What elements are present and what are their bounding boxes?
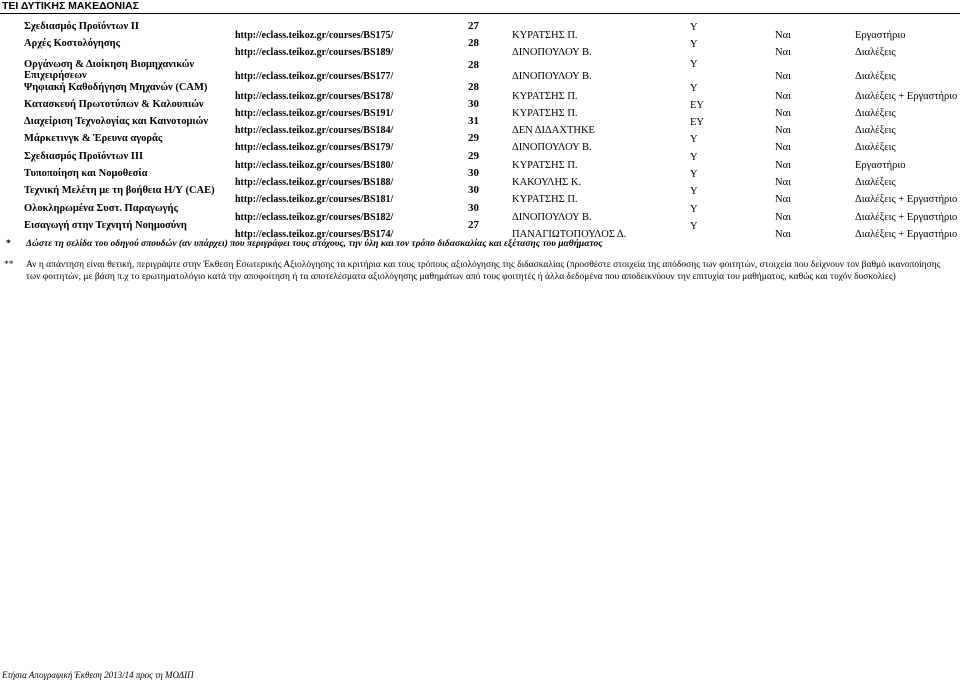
student-count: 30: [468, 184, 479, 197]
course-url[interactable]: http://eclass.teikoz.gr/courses/BS180/: [235, 159, 394, 171]
course-name: Τυποποίηση και Νομοθεσία: [24, 168, 148, 180]
instructor-name: ΔΙΝΟΠΟΥΛΟΥ Β.: [512, 70, 592, 82]
teaching-type: Διαλέξεις + Εργαστήριο: [855, 228, 958, 240]
course-url[interactable]: http://eclass.teikoz.gr/courses/BS175/: [235, 30, 394, 41]
table-row: [0, 37, 960, 59]
course-name: Διαχείριση Τεχνολογίας και Καινοτομιών: [24, 116, 209, 128]
table-row: [0, 218, 960, 240]
student-count: 28: [468, 37, 479, 50]
instructor-name: ΔΕΝ ΔΙΔΑΧΤΗΚΕ: [512, 125, 595, 137]
course-name: Εισαγωγή στην Τεχνητή Νοημοσύνη: [24, 219, 187, 231]
course-category: Υ: [690, 151, 698, 163]
teaching-type: Διαλέξεις + Εργαστήριο: [855, 194, 958, 206]
teaching-type: Εργαστήριο: [855, 159, 906, 171]
teaching-type: Διαλέξεις: [855, 107, 896, 119]
course-url[interactable]: http://eclass.teikoz.gr/courses/BS181/: [235, 194, 394, 206]
course-url[interactable]: http://eclass.teikoz.gr/courses/BS191/: [235, 107, 394, 119]
course-category: Υ: [690, 82, 698, 94]
course-url[interactable]: http://eclass.teikoz.gr/courses/BS188/: [235, 177, 394, 189]
instructor-name: ΚΥΡΑΤΣΗΣ Π.: [512, 90, 578, 102]
course-url[interactable]: http://eclass.teikoz.gr/courses/BS182/: [235, 211, 394, 223]
teaching-type: Εργαστήριο: [855, 30, 906, 41]
student-count: 27: [468, 218, 479, 231]
course-url[interactable]: http://eclass.teikoz.gr/courses/BS178/: [235, 90, 394, 102]
course-category: ΕΥ: [690, 117, 704, 129]
course-url[interactable]: http://eclass.teikoz.gr/courses/BS177/: [235, 70, 394, 82]
evaluation-answer: Ναι: [775, 194, 791, 206]
course-name: Ολοκληρωμένα Συστ. Παραγωγής: [24, 202, 178, 214]
student-count: 28: [468, 80, 479, 93]
evaluation-answer: Ναι: [775, 90, 791, 102]
course-name: Σχεδιασμός Προϊόντων ΙΙΙ: [24, 150, 144, 162]
course-name: Κατασκευή Πρωτοτύπων & Καλουπιών: [24, 98, 204, 110]
course-category: Υ: [690, 134, 698, 146]
document-header: ΤΕΙ ΔΥΤΙΚΗΣ ΜΑΚΕΔΟΝΙΑΣ: [2, 0, 139, 12]
course-name: Μάρκετινγκ & Έρευνα αγοράς: [24, 133, 163, 145]
instructor-name: ΔΙΝΟΠΟΥΛΟΥ Β.: [512, 211, 592, 223]
course-table: [0, 20, 960, 240]
course-url[interactable]: http://eclass.teikoz.gr/courses/BS184/: [235, 125, 394, 137]
student-count: 31: [468, 115, 479, 128]
footnote-1: [6, 239, 603, 249]
course-name: Αρχές Κοστολόγησης: [24, 38, 120, 50]
footnote-1-text: Δώστε τη σελίδα του οδηγού σπουδών (αν υπάρχει) που περιγράφει τους στόχους, την ύλη και τον τρόπο διδασκαλίας και εξέτασης του μαθήματος: [26, 239, 603, 249]
teaching-type: Διαλέξεις: [855, 142, 896, 154]
evaluation-answer: Ναι: [775, 70, 791, 82]
instructor-name: ΚΑΚΟΥΛΗΣ Κ.: [512, 177, 582, 189]
teaching-type: Διαλέξεις: [855, 70, 896, 82]
evaluation-answer: Ναι: [775, 211, 791, 223]
evaluation-answer: Ναι: [775, 107, 791, 119]
course-category: Υ: [690, 22, 698, 33]
course-category: Υ: [690, 169, 698, 181]
instructor-name: ΚΥΡΑΤΣΗΣ Π.: [512, 194, 578, 206]
evaluation-answer: Ναι: [775, 30, 791, 41]
evaluation-answer: Ναι: [775, 177, 791, 189]
student-count: 29: [468, 132, 479, 145]
course-url[interactable]: http://eclass.teikoz.gr/courses/BS189/: [235, 47, 394, 59]
teaching-type: Διαλέξεις: [855, 125, 896, 137]
course-url[interactable]: http://eclass.teikoz.gr/courses/BS174/: [235, 228, 394, 240]
teaching-type: Διαλέξεις: [855, 47, 896, 59]
evaluation-answer: Ναι: [775, 47, 791, 59]
footnote-2-text: Αν η απάντηση είναι θετική, περιγράψτε στην Έκθεση Εσωτερικής Αξιολόγησης τα κριτήρια και τους τρόπους αξιολόγησης της διδασκαλίας (προσθέστε στοιχεία της απόδοσης των φοιτητών, στοιχεία που δείχνουν τον βαθμό ικανοποίησης των φοιτητών, με βάση π.χ το ερωτηματολόγιο κατά την αποφοίτηση ή τα αποτελέσματα αξιολόγησης μαθημάτων από τους φοιτητές ή άλλα δεδομένα που αποδεικνύουν την επιτυχία του μαθήματος, καθώς και τυχόν δυσκολίες): [26, 260, 941, 282]
instructor-name: ΔΙΝΟΠΟΥΛΟΥ Β.: [512, 142, 592, 154]
instructor-name: ΚΥΡΑΤΣΗΣ Π.: [512, 159, 578, 171]
course-name: Ψηφιακή Καθοδήγηση Μηχανών (CAM): [24, 81, 208, 93]
evaluation-answer: Ναι: [775, 142, 791, 154]
student-count: 27: [468, 20, 479, 32]
instructor-name: ΠΑΝΑΓΙΩΤΟΠΟΥΛΟΣ Δ.: [512, 228, 627, 240]
evaluation-answer: Ναι: [775, 159, 791, 171]
footnote-2-mark: **: [4, 260, 14, 270]
instructor-name: ΔΙΝΟΠΟΥΛΟΥ Β.: [512, 47, 592, 59]
course-name: Σχεδιασμός Προϊόντων ΙΙ: [24, 21, 139, 32]
evaluation-answer: Ναι: [775, 228, 791, 240]
course-url[interactable]: http://eclass.teikoz.gr/courses/BS179/: [235, 142, 394, 154]
evaluation-answer: Ναι: [775, 125, 791, 137]
course-category: ΕΥ: [690, 99, 704, 111]
instructor-name: ΚΥΡΑΤΣΗΣ Π.: [512, 107, 578, 119]
student-count: 30: [468, 167, 479, 180]
student-count: 30: [468, 97, 479, 110]
instructor-name: ΚΥΡΑΤΣΗΣ Π.: [512, 30, 578, 41]
student-count: 28: [468, 58, 479, 71]
page-footer: Ετήσια Απογραφική Έκθεση 2013/14 προς τη ΜΟΔΙΠ: [2, 670, 194, 680]
course-category: Υ: [690, 220, 698, 232]
teaching-type: Διαλέξεις: [855, 177, 896, 189]
teaching-type: Διαλέξεις + Εργαστήριο: [855, 90, 958, 102]
header-divider: [0, 13, 960, 14]
student-count: 30: [468, 201, 479, 214]
course-name: Τεχνική Μελέτη με τη βοήθεια Η/Υ (CAE): [24, 185, 215, 197]
course-category: Υ: [690, 58, 698, 70]
course-category: Υ: [690, 186, 698, 198]
course-category: Υ: [690, 39, 698, 51]
course-name: Οργάνωση & Διοίκηση Βιομηχανικών Επιχειρήσεων: [24, 58, 195, 81]
student-count: 29: [468, 149, 479, 162]
footnote-2: [4, 259, 950, 283]
footnote-1-mark: *: [6, 239, 11, 249]
teaching-type: Διαλέξεις + Εργαστήριο: [855, 211, 958, 223]
course-category: Υ: [690, 203, 698, 215]
